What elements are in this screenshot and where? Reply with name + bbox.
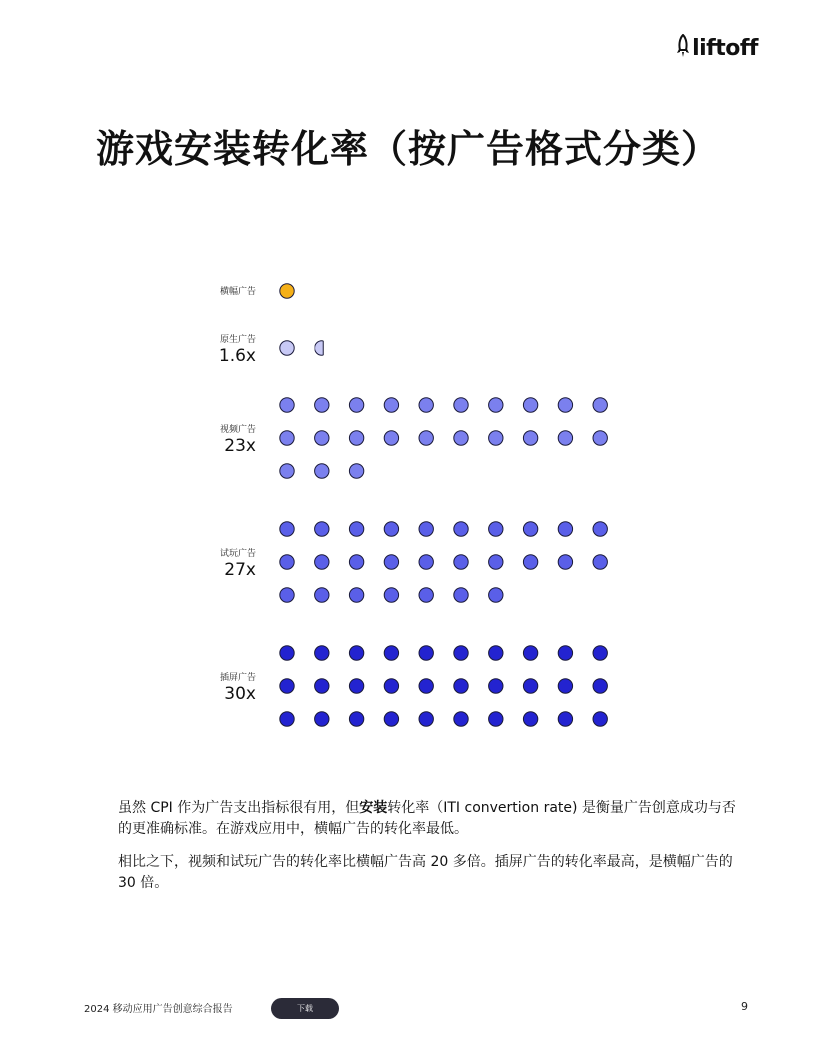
dot <box>349 588 363 602</box>
dot <box>315 522 329 536</box>
dot <box>454 522 468 536</box>
dot <box>454 431 468 445</box>
dot <box>593 712 607 726</box>
partial-dot <box>315 341 329 355</box>
multiplier-label: 1.6x <box>218 346 256 366</box>
paragraph-2: 相比之下，视频和试玩广告的转化率比横幅广告高 20 多倍。插屏广告的转化率最高，是横幅广告的 30 倍。 <box>118 854 733 891</box>
dot <box>349 679 363 693</box>
dot <box>419 431 433 445</box>
category-label: 视频广告 <box>219 425 256 435</box>
multiplier-label: 23x <box>224 436 256 456</box>
dot <box>315 555 329 569</box>
dot <box>384 679 398 693</box>
dot <box>280 284 294 298</box>
dot <box>280 646 294 660</box>
dot <box>558 522 572 536</box>
dot <box>558 555 572 569</box>
dot <box>280 712 294 726</box>
dot <box>419 712 433 726</box>
category-label: 试玩广告 <box>219 549 256 559</box>
dot <box>419 522 433 536</box>
category-label: 原生广告 <box>219 335 256 345</box>
dot <box>280 398 294 412</box>
dot <box>419 555 433 569</box>
dot <box>280 679 294 693</box>
dot <box>454 398 468 412</box>
dot <box>419 588 433 602</box>
dot <box>489 555 503 569</box>
dot <box>454 588 468 602</box>
paragraph-1-end: 转化率（ITI convertion rate) 是衡量广告创意成功与否的更准确标准。在游戏应用中，横幅广告的转化率最低。 <box>118 800 736 837</box>
dot <box>593 431 607 445</box>
dot <box>593 398 607 412</box>
dot <box>558 431 572 445</box>
dot <box>349 522 363 536</box>
page-number: 9 <box>741 1000 748 1013</box>
dot <box>489 522 503 536</box>
dot <box>349 431 363 445</box>
dot <box>315 398 329 412</box>
dot <box>523 522 537 536</box>
dot <box>489 431 503 445</box>
paragraph-1 <box>118 798 748 840</box>
paragraph-1-start: 虽然 CPI 作为广告支出指标很有用，但 <box>118 800 360 816</box>
dot <box>315 464 329 478</box>
dot <box>315 431 329 445</box>
dot <box>489 398 503 412</box>
dot <box>280 555 294 569</box>
category-label: 插屏广告 <box>219 673 256 683</box>
download-button[interactable]: 下载 <box>271 998 339 1019</box>
dot <box>280 464 294 478</box>
dot <box>280 588 294 602</box>
report-title: 2024 移动应用广告创意综合报告 <box>84 1004 233 1015</box>
multiplier-label: 27x <box>224 560 256 580</box>
category-label: 横幅广告 <box>219 287 256 297</box>
dot <box>558 646 572 660</box>
dot <box>419 646 433 660</box>
dot <box>558 712 572 726</box>
dot <box>454 712 468 726</box>
dot <box>523 712 537 726</box>
dot <box>489 679 503 693</box>
dot <box>384 555 398 569</box>
multiplier-label: 30x <box>224 684 256 704</box>
dot <box>349 646 363 660</box>
dot <box>558 679 572 693</box>
dot <box>489 646 503 660</box>
dot <box>419 398 433 412</box>
dot <box>419 679 433 693</box>
dot <box>523 679 537 693</box>
dot <box>454 555 468 569</box>
dot <box>454 646 468 660</box>
dot <box>349 555 363 569</box>
dot <box>349 464 363 478</box>
logo-text: liftoff <box>692 35 758 61</box>
paragraph-1-bold: 安装 <box>359 800 388 816</box>
dot <box>489 712 503 726</box>
dot <box>454 679 468 693</box>
dot <box>558 398 572 412</box>
dot <box>523 646 537 660</box>
dot <box>315 679 329 693</box>
dot <box>523 398 537 412</box>
dot <box>280 431 294 445</box>
dot <box>349 712 363 726</box>
dot <box>593 646 607 660</box>
dot <box>489 588 503 602</box>
dot <box>384 712 398 726</box>
dot <box>593 679 607 693</box>
dot <box>384 398 398 412</box>
dot <box>384 522 398 536</box>
dot <box>384 646 398 660</box>
dot <box>315 712 329 726</box>
dot <box>315 646 329 660</box>
dot <box>523 555 537 569</box>
dot <box>349 398 363 412</box>
dot <box>523 431 537 445</box>
page-title: 游戏安装转化率（按广告格式分类） <box>95 127 720 171</box>
dot <box>280 522 294 536</box>
dot <box>315 588 329 602</box>
dot <box>593 555 607 569</box>
dot <box>280 341 294 355</box>
dot <box>593 522 607 536</box>
dot <box>384 431 398 445</box>
dot <box>384 588 398 602</box>
